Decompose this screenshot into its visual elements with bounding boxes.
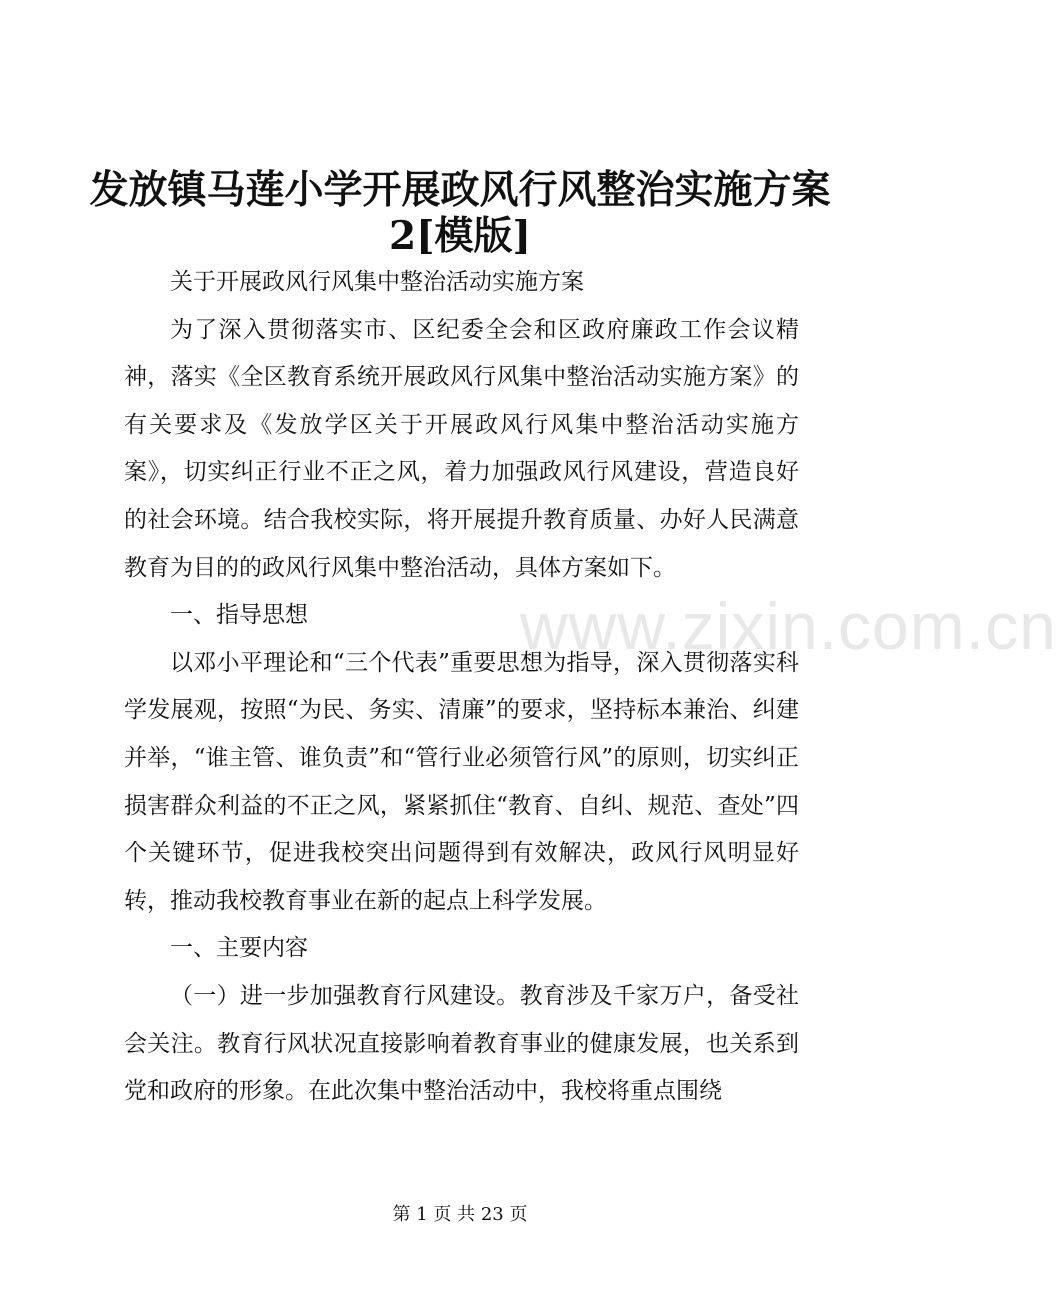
paragraph-intro: 为了深入贯彻落实市、区纪委全会和区政府廉政工作会议精神，落实《全区教育系统开展政风行风集中整治活动实施方案》的有关要求及《发放学区关于开展政风行风集中整治活动实施方案》，切实纠正行业不正之风，着力加强政风行风建设，营造良好的社会环境。结合我校实际，将开展提升教育质量、办好人民满意教育为目的的政风行风集中整治活动，具体方案如下。	[124, 316, 799, 581]
paragraph-guiding-ideology: 以邓小平理论和“三个代表”重要思想为指导，深入贯彻落实科学发展观，按照“为民、务实、清廉”的要求，坚持标本兼治、纠建并举，“谁主管、谁负责”和“管行业必须管行风”的原则，切实纠正损害群众利益的不正之风，紧紧抓住“教育、自纠、规范、查处”四个关键环节，促进我校突出问题得到有效解决，政风行风明显好转，推动我校教育事业在新的起点上科学发展。	[124, 649, 799, 914]
document-title-line-1: 发放镇马莲小学开展政风行风整治实施方案	[89, 167, 831, 213]
section-heading-main-content: 一、主要内容	[170, 935, 308, 962]
paragraph-subtitle: 关于开展政风行风集中整治活动实施方案	[170, 269, 584, 295]
document-title-line-2: 2[模版]	[388, 213, 532, 259]
page-footer: 第 1 页 共 23 页	[392, 1204, 528, 1225]
paragraph-main-content-1: （一）进一步加强教育行风建设。教育涉及千家万户，备受社会关注。教育行风状况直接影响着教育事业的健康发展，也关系到党和政府的形象。在此次集中整治活动中，我校将重点围绕	[124, 982, 799, 1105]
section-heading-guiding-ideology: 一、指导思想	[170, 602, 308, 629]
watermark: www.zixin.com.cn	[520, 589, 1057, 663]
document-body	[124, 259, 799, 1116]
